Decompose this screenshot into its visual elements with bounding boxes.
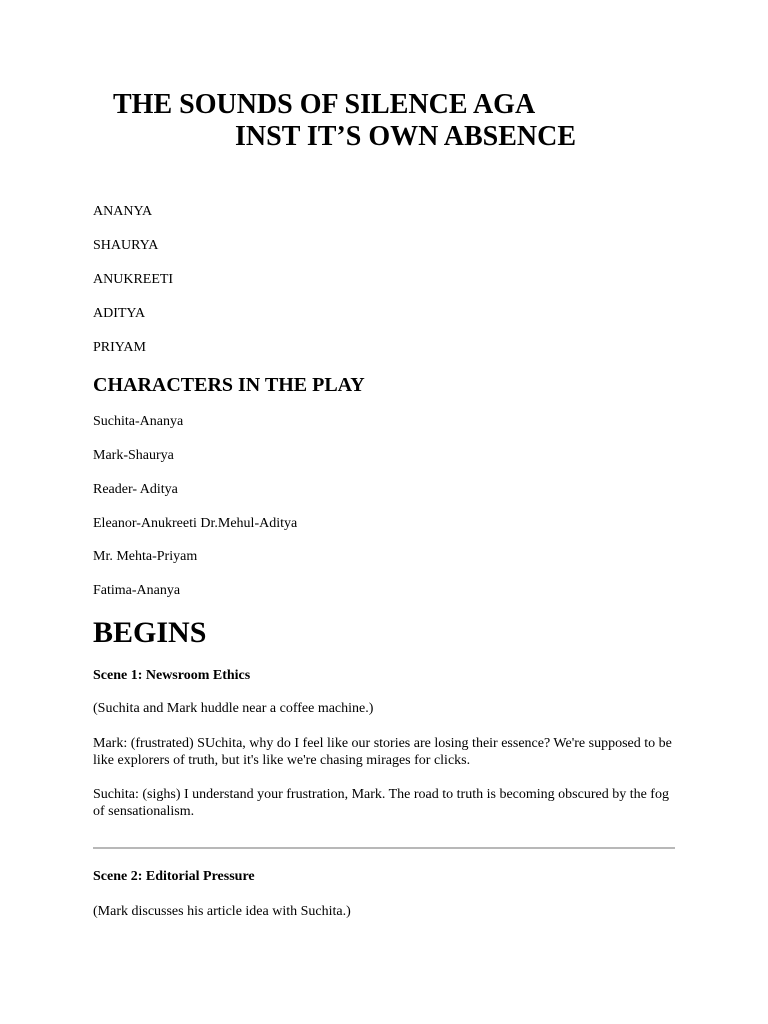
- character-entry: Mark-Shaurya: [93, 448, 174, 463]
- scene-1-stage-direction: (Suchita and Mark huddle near a coffee machine.): [93, 701, 374, 716]
- character-entry: Suchita-Ananya: [93, 414, 184, 429]
- cast-member: ANUKREETI: [93, 272, 174, 287]
- character-entry: Fatima-Ananya: [93, 583, 181, 598]
- begins-heading: BEGINS: [93, 616, 207, 649]
- document-title-line-2: INST IT’S OWN ABSENCE: [235, 121, 577, 152]
- cast-member: ADITYA: [93, 306, 146, 321]
- scene-1-heading: Scene 1: Newsroom Ethics: [93, 668, 251, 683]
- character-entry: Reader- Aditya: [93, 482, 178, 497]
- scene-2-heading: Scene 2: Editorial Pressure: [93, 869, 255, 884]
- scene-1-dialogue-suchita: Suchita: (sighs) I understand your frustration, Mark. The road to truth is becoming obscured by the fog of sensationalism.: [93, 787, 669, 819]
- character-entry: Eleanor-Anukreeti Dr.Mehul-Aditya: [93, 516, 298, 531]
- characters-heading: CHARACTERS IN THE PLAY: [93, 374, 365, 396]
- document-title-line-1: THE SOUNDS OF SILENCE AGA: [113, 89, 536, 120]
- cast-member: SHAURYA: [93, 238, 159, 253]
- scene-1-dialogue-mark: Mark: (frustrated) SUchita, why do I feel like our stories are losing their essence? We're supposed to be like explorers of truth, but it's like we're chasing mirages for clicks.: [93, 736, 672, 768]
- section-divider: [93, 847, 675, 849]
- scene-2-stage-direction: (Mark discusses his article idea with Suchita.): [93, 904, 351, 919]
- character-entry: Mr. Mehta-Priyam: [93, 549, 198, 564]
- cast-member: ANANYA: [93, 204, 153, 219]
- cast-member: PRIYAM: [93, 340, 146, 355]
